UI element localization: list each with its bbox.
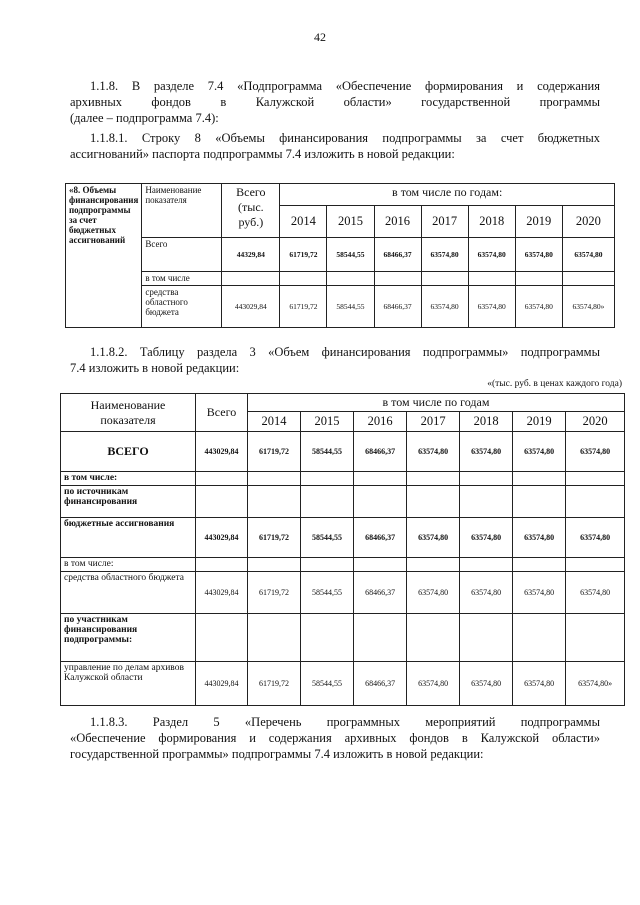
p1-line2: архивных фондов в Калужской области» государственной программы — [70, 95, 600, 109]
t2-cell-2014: 61719,72 — [248, 572, 301, 614]
t1-year-2014: 2014 — [280, 206, 327, 238]
t2-cell-2016: 68466,37 — [354, 432, 407, 472]
t2-sources: по источникам финансирования — [61, 486, 196, 518]
p2-line1: 1.1.8.1. Строку 8 «Объемы финансирования подпрограммы за счет бюджетных — [90, 131, 600, 145]
t1-year-2017: 2017 — [421, 206, 468, 238]
subprogram-funding-table — [60, 393, 625, 706]
t1-row-total: 443029,84 — [222, 286, 280, 328]
t2-row-total: 443029,84 — [196, 662, 248, 706]
t2-cell-2017: 63574,80 — [407, 518, 460, 558]
t1-row-name: Всего — [142, 238, 222, 272]
t1-cell-2016: 68466,37 — [374, 286, 421, 328]
t2-cell-2017: 63574,80 — [407, 662, 460, 706]
paragraph-1-1-8-1 — [70, 130, 600, 162]
t2-col-name: Наименование показателя — [61, 394, 196, 432]
t1-cell-2017: 63574,80 — [421, 286, 468, 328]
t1-incl-label: в том числе — [142, 272, 222, 286]
t2-incl2: в том числе: — [61, 558, 196, 572]
t1-cell-2014: 61719,72 — [280, 238, 327, 272]
t2-cell-2020: 63574,80 — [566, 432, 625, 472]
t2-year-2017: 2017 — [407, 412, 460, 432]
t2-row-name: управление по делам архивов Калужской области — [61, 662, 196, 706]
t1-years-header: в том числе по годам: — [280, 184, 615, 206]
unit-note: «(тыс. руб. в ценах каждого года) — [487, 379, 622, 389]
p4-line2: «Обеспечение формирования и содержания архивных фондов в Калужской области» — [70, 731, 600, 745]
t2-cell-2020: 63574,80 — [566, 572, 625, 614]
t2-row-name: средства областного бюджета — [61, 572, 196, 614]
t1-year-2015: 2015 — [327, 206, 374, 238]
t2-cell-2016: 68466,37 — [354, 662, 407, 706]
paragraph-1-1-8-2 — [70, 344, 600, 376]
t2-cell-2015: 58544,55 — [301, 432, 354, 472]
t2-cell-2014: 61719,72 — [248, 662, 301, 706]
t2-row-total: 443029,84 — [196, 518, 248, 558]
t2-row-name: ВСЕГО — [61, 432, 196, 472]
t2-cell-2020: 63574,80 — [566, 518, 625, 558]
t2-cell-2019: 63574,80 — [513, 518, 566, 558]
t2-year-2019: 2019 — [513, 412, 566, 432]
page-number: 42 — [314, 30, 326, 44]
t1-cell-2019: 63574,80 — [515, 238, 562, 272]
p1-line3: (далее – подпрограмма 7.4): — [70, 111, 219, 125]
t1-year-2019: 2019 — [515, 206, 562, 238]
t1-cell-2017: 63574,80 — [421, 238, 468, 272]
t1-row-name: средства областного бюджета — [142, 286, 222, 328]
p3-line1: 1.1.8.2. Таблицу раздела 3 «Объем финансирования подпрограммы» подпрограммы — [90, 345, 600, 359]
t1-cell-2020: 63574,80» — [562, 286, 614, 328]
t2-cell-2020: 63574,80» — [566, 662, 625, 706]
t2-year-2018: 2018 — [460, 412, 513, 432]
t1-cell-2016: 68466,37 — [374, 238, 421, 272]
t1-row-total: 44329,84 — [222, 238, 280, 272]
passport-funding-table — [65, 183, 615, 328]
p4-line1: 1.1.8.3. Раздел 5 «Перечень программных мероприятий подпрограммы — [90, 715, 600, 729]
t2-years-header: в том числе по годам — [248, 394, 625, 412]
t2-cell-2015: 58544,55 — [301, 662, 354, 706]
t2-year-2016: 2016 — [354, 412, 407, 432]
t2-cell-2015: 58544,55 — [301, 518, 354, 558]
t2-row-total: 443029,84 — [196, 432, 248, 472]
t1-cell-2018: 63574,80 — [468, 286, 515, 328]
t2-cell-2017: 63574,80 — [407, 432, 460, 472]
p3-line2: 7.4 изложить в новой редакции: — [70, 361, 240, 375]
paragraph-1-1-8 — [70, 78, 600, 126]
t2-cell-2015: 58544,55 — [301, 572, 354, 614]
t1-year-2018: 2018 — [468, 206, 515, 238]
paragraph-1-1-8-3 — [70, 714, 600, 762]
p1-line1: 1.1.8. В разделе 7.4 «Подпрограмма «Обеспечение формирования и содержания — [90, 79, 600, 93]
t2-col-total: Всего — [196, 394, 248, 432]
t1-cell-2015: 58544,55 — [327, 238, 374, 272]
t2-row-total: 443029,84 — [196, 572, 248, 614]
t2-cell-2018: 63574,80 — [460, 518, 513, 558]
t1-cell-2015: 58544,55 — [327, 286, 374, 328]
t2-cell-2014: 61719,72 — [248, 432, 301, 472]
t2-cell-2018: 63574,80 — [460, 572, 513, 614]
t2-cell-2019: 63574,80 — [513, 432, 566, 472]
t2-cell-2019: 63574,80 — [513, 662, 566, 706]
t2-incl1: в том числе: — [61, 472, 196, 486]
t2-cell-2017: 63574,80 — [407, 572, 460, 614]
t2-year-2014: 2014 — [248, 412, 301, 432]
t2-cell-2018: 63574,80 — [460, 662, 513, 706]
t2-row-name: бюджетные ассигнования — [61, 518, 196, 558]
t2-cell-2019: 63574,80 — [513, 572, 566, 614]
t2-cell-2018: 63574,80 — [460, 432, 513, 472]
t1-year-2016: 2016 — [374, 206, 421, 238]
t1-col-total: Всего (тыс. руб.) — [222, 184, 280, 238]
t1-col-name: Наименование показателя — [142, 184, 222, 238]
t1-cell-2014: 61719,72 — [280, 286, 327, 328]
t2-year-2020: 2020 — [566, 412, 625, 432]
t1-cell-2018: 63574,80 — [468, 238, 515, 272]
t2-cell-2014: 61719,72 — [248, 518, 301, 558]
p4-line3: государственной программы» подпрограммы 7.4 изложить в новой редакции: — [70, 747, 484, 761]
t1-year-2020: 2020 — [562, 206, 614, 238]
passport-row-label: «8. Объемы финансирования подпрограммы за счет бюджетных ассигнований — [66, 184, 142, 328]
t1-cell-2019: 63574,80 — [515, 286, 562, 328]
t2-cell-2016: 68466,37 — [354, 518, 407, 558]
t2-participants: по участникам финансирования подпрограммы: — [61, 614, 196, 662]
t1-cell-2020: 63574,80 — [562, 238, 614, 272]
p2-line2: ассигнований» паспорта подпрограммы 7.4 изложить в новой редакции: — [70, 147, 455, 161]
t2-cell-2016: 68466,37 — [354, 572, 407, 614]
t2-year-2015: 2015 — [301, 412, 354, 432]
